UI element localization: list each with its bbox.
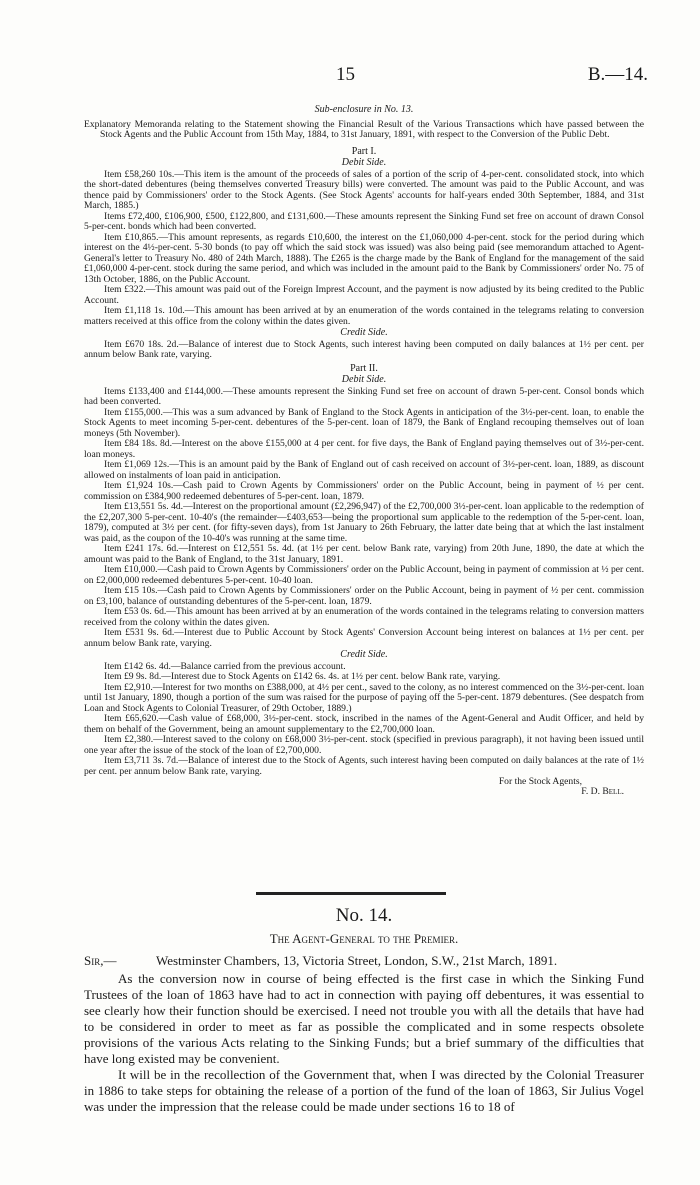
part-2-debit-heading: Debit Side. bbox=[341, 374, 387, 385]
signature-name: F. D. Bell. bbox=[581, 786, 624, 797]
item-paragraph: Item £2,910.—Interest for two months on £388,000, at 4½ per cent., saved to the colony, as no interest commenced on the 3½-per-cent. loan until 1st January, 1890, though a portion of the sum was raised for the purpose of paying off the 5-per-cent. 1879 debentures. (See despatch from Loan and Stock Agents to Colonial Treasurer, of 29th October, 1889.) bbox=[84, 681, 644, 714]
letter-number-title: No. 14. bbox=[335, 905, 393, 926]
item-paragraph: Item £3,711 3s. 7d.—Balance of interest due to the Stock of Agents, such interest having been computed on daily balances at the rate of 1½ per cent. per annum below Bank rate, varying. bbox=[84, 755, 644, 777]
item-paragraph: Item £9 9s. 8d.—Interest due to Stock Agents on £142 6s. 4s. at 1½ per cent. below Bank rate, varying. bbox=[104, 671, 501, 682]
page-header bbox=[0, 64, 700, 94]
item-paragraph: Item £2,380.—Interest saved to the colony on £68,000 3½-per-cent. stock (specified in previous paragraph), it not having been issued until one year after the issue of the stock of the loan of £2,700,000. bbox=[84, 734, 644, 756]
sub-enclosure-title: Sub-enclosure in No. 13. bbox=[314, 104, 414, 115]
letter-no-14 bbox=[84, 905, 644, 1115]
sub-enclosure-section bbox=[84, 105, 644, 798]
part-1-credit-heading: Credit Side. bbox=[340, 327, 388, 338]
letter-heading bbox=[84, 953, 644, 971]
signoff-line: For the Stock Agents, bbox=[498, 776, 582, 787]
salutation: Sir,— bbox=[84, 953, 117, 968]
page-reference: B.—14. bbox=[587, 64, 648, 85]
item-paragraph: Item £322.—This amount was paid out of the Foreign Imprest Account, and the payment is now adjusted by its being credited to the Public Account. bbox=[84, 284, 644, 306]
item-paragraph: Item £670 18s. 2d.—Balance of interest due to Stock Agents, such interest having been computed on daily balances at 1½ per cent. per annum below Bank rate, varying. bbox=[84, 338, 644, 360]
item-paragraph: Item £241 17s. 6d.—Interest on £12,551 5s. 4d. (at 1½ per cent. below Bank rate, varying) from 20th June, 1890, the date at which the amount was paid to the Bank of England, to the 31st January, 1891. bbox=[84, 543, 644, 565]
page-number: 15 bbox=[336, 64, 355, 85]
item-paragraph: Item £15 10s.—Cash paid to Crown Agents by Commissioners' order on the Public Account, being in payment of ½ per cent. commission on £3,100, balance of outstanding debentures of the 5-per-cent. loan, 1879. bbox=[84, 585, 644, 607]
letter-paragraph: As the conversion now in course of being effected is the first case in which the Sinking Fund Trustees of the loan of 1863 have had to act in connection with paying off debentures, it was essential to see clearly how their function should be exercised. I need not trouble you with all the details that have had to be considered in order to meet as far as possible the complicated and in some respects obsolete provisions of the various Acts relating to the Sinking Funds; but a brief summary of the difficulties that have long existed may be convenient. bbox=[84, 971, 644, 1066]
item-paragraph: Item £155,000.—This was a sum advanced by Bank of England to the Stock Agents in anticipation of the 3½-per-cent. loan, to enable the Stock Agents to meet incoming 5-per-cent. debentures of the 5-per-cent. loan of 1879, the Bank of England recouping themselves out of loan moneys (5th November). bbox=[84, 406, 644, 439]
item-paragraph: Item £531 9s. 6d.—Interest due to Public Account by Stock Agents' Conversion Account being interest on balances at 1½ per cent. per annum below Bank rate, varying. bbox=[84, 627, 644, 649]
item-paragraph: Items £72,400, £106,900, £500, £122,800, and £131,600.—These amounts represent the Sinking Fund set free on account of drawn Consol 5-per-cent. bonds which had been converted. bbox=[84, 210, 644, 232]
item-paragraph: Item £1,069 12s.—This is an amount paid by the Bank of England out of cash received on account of 3½-per-cent. loan, 1889, as discount allowed on instalments of loan paid in anticipation. bbox=[84, 459, 644, 481]
item-paragraph: Item £84 18s. 8d.—Interest on the above £155,000 at 4 per cent. for five days, the Bank of England paying themselves out of 3½-per-cent. loan moneys. bbox=[84, 438, 644, 460]
section-divider bbox=[256, 892, 446, 895]
item-paragraph: Items £133,400 and £144,000.—These amounts represent the Sinking Fund set free on account of drawn 5-per-cent. Consol bonds which had been converted. bbox=[84, 385, 644, 407]
signoff bbox=[84, 777, 644, 798]
letter-addressee: The Agent-General to the Premier. bbox=[269, 931, 459, 946]
item-paragraph: Item £13,551 5s. 4d.—Interest on the proportional amount (£2,296,947) of the £2,700,000 3½-per-cent. loan applicable to the redemption of the £2,207,300 5-per-cent. 10-40's (the remainder—£403,653—being the proportional sum applicable to the redemption of the 5-per-cent. loan, 1879), computed at 3½ per cent. (for fifty-seven days), from 1st January to 26th February, the latter date being that at which the last instalment was paid, as the coupon of the 10-40's was running at the same time. bbox=[84, 501, 644, 544]
item-paragraph: Item £142 6s. 4d.—Balance carried from the previous account. bbox=[104, 660, 346, 672]
item-paragraph: Item £53 0s. 6d.—This amount has been arrived at by an enumeration of the words contained in the telegrams relating to conversion matters received from the colony within the dates given. bbox=[84, 606, 644, 628]
item-paragraph: Item £1,118 1s. 10d.—This amount has been arrived at by an enumeration of the words contained in the telegrams relating to conversion matters received at this office from the colony within the dates given. bbox=[84, 305, 644, 327]
item-paragraph: Item £1,924 10s.—Cash paid to Crown Agents by Commissioners' order on the Public Account, being in payment of ½ per cent. commission on £384,900 redeemed debentures of 5-per-cent. loan, 1879. bbox=[84, 480, 644, 502]
part-2-heading: Part II. bbox=[350, 362, 378, 374]
sender-address: Westminster Chambers, 13, Victoria Street, London, S.W., 21st March, 1891. bbox=[156, 953, 558, 968]
part-1-heading: Part I. bbox=[351, 145, 377, 157]
item-paragraph: Item £58,260 10s.—This item is the amount of the proceeds of sales of a portion of the scrip of 4-per-cent. consolidated stock, into which the short-dated debentures (being themselves converted Treasury bills) were converted. The amount was paid to the Public Account, and was thence paid by Commissioners' order to the Stock Agents. (See Stock Agents' accounts for half-years ended 30th September, 1884, and 31st March, 1885.) bbox=[84, 168, 644, 211]
part-2-credit-heading: Credit Side. bbox=[340, 649, 388, 660]
item-paragraph: Item £10,865.—This amount represents, as regards £10,600, the interest on the £1,060,000 4-per-cent. stock for the period during which interest on the 4½-per-cent. 5-30 bonds (to pay off which the said stock was issued) was also being paid (see memorandum attached to Agent-General's letter to Treasury No. 480 of 24th March, 1888). The £265 is the charge made by the Bank of England for the management of the said £1,060,000 4-per-cent. stock during the same period, and which was included in the amount paid to the Bank by Commissioners' order No. 75 of 13th October, 1886, on the Public Account. bbox=[84, 231, 644, 285]
item-paragraph: Item £65,620.—Cash value of £68,000, 3½-per-cent. stock, inscribed in the names of the Agent-General and Audit Officer, and held by them on behalf of the Government, being an amount supplementary to the £2,700,000 loan. bbox=[84, 713, 644, 735]
item-paragraph: Item £10,000.—Cash paid to Crown Agents by Commissioners' order on the Public Account, being in payment of commission at ½ per cent. on £2,000,000 redeemed debentures 5-per-cent. 10-40 loan. bbox=[84, 564, 644, 586]
part-1-debit-heading: Debit Side. bbox=[341, 157, 387, 168]
explanatory-memoranda: Explanatory Memoranda relating to the Statement showing the Financial Result of the Various Transactions which have passed between the Stock Agents and the Public Account from 15th May, 1884, to 31st January, 1891, with respect to the Conversion of the Public Debt. bbox=[84, 118, 644, 140]
letter-paragraph: It will be in the recollection of the Government that, when I was directed by the Colonial Treasurer in 1886 to take steps for obtaining the release of a portion of the fund of the loan of 1863, Sir Julius Vogel was under the impression that the release could be made under sections 16 to 18 of bbox=[84, 1067, 644, 1114]
